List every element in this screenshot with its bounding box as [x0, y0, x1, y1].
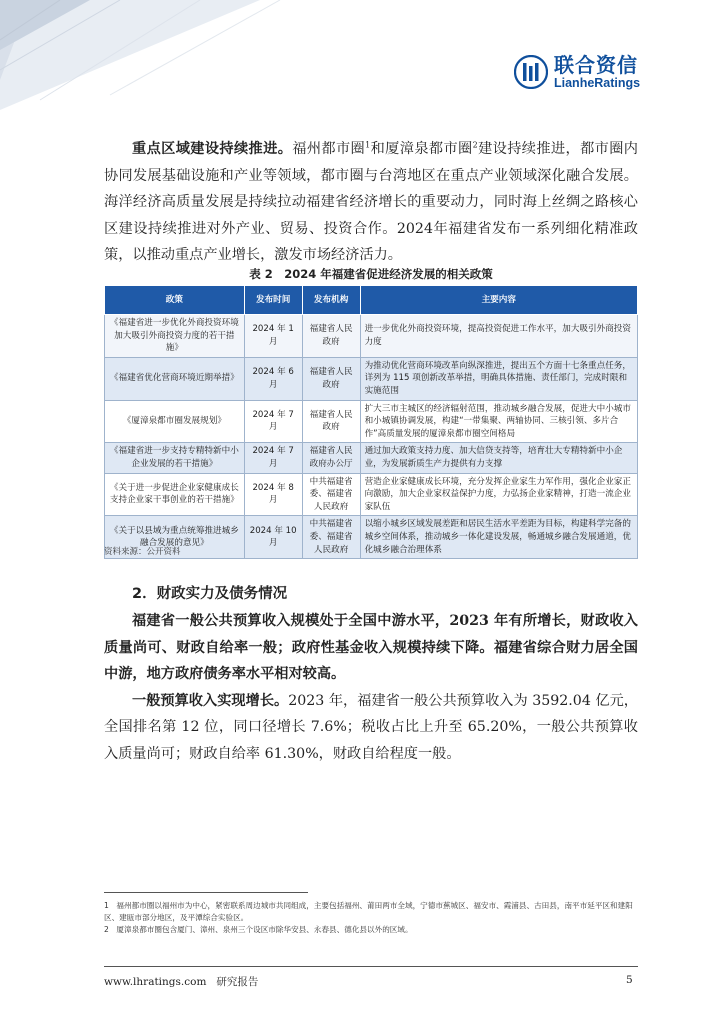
section-regional-development [104, 136, 638, 269]
content-cell: 为推动优化营商环境改革向纵深推进，提出五个方面十七条重点任务，详列为 115 项创新改革举措，明确具体措施、责任部门，完成时限和实施范围 [360, 357, 637, 400]
paragraph-lead: 一般预算收入实现增长。 [132, 692, 289, 709]
paragraph-text: 和厦漳泉都市圈 [370, 141, 473, 157]
footnote-ref-1[interactable]: 1 [365, 140, 371, 150]
section-heading: 2．财政实力及债务情况 [132, 586, 288, 602]
org-cell: 中共福建省委、福建省人民政府 [302, 516, 360, 559]
brand-logo [514, 54, 640, 90]
footnote-1: 1 福州都市圈以福州市为中心，紧密联系周边城市共同组成，主要包括福州、莆田两市全域，宁德市蕉城区、福安市、霞浦县、古田县，南平市延平区和建阳区、建瓯市部分地区，及平潭综合实验区。 [104, 901, 633, 922]
footer-doc-type: 研究报告 [216, 976, 259, 988]
table-title: 表 2 2024 年福建省促进经济发展的相关政策 [249, 267, 493, 281]
org-cell: 福建省人民政府办公厅 [302, 443, 360, 473]
footnote-2: 2 厦漳泉都市圈包含厦门、漳州、泉州三个设区市除华安县、永春县、德化县以外的区域。 [104, 925, 413, 934]
table-row [105, 400, 638, 443]
date-cell: 2024 年 10 月 [244, 516, 302, 559]
table-header-cell: 政策 [105, 286, 245, 315]
paragraph-text: 建设持续推进，都市圈内协同发展基础设施和产业等领域，都市圈与台湾地区在重点产业领域深化融合发展。海洋经济高质量发展是持续拉动福建省经济增长的重要动力，同时海上丝绸之路核心区建设持续推进对外产业、贸易、投资合作。2024年福建省发布一系列细化精准政策，以推动重点产业增长，激发市场经济活力。 [104, 141, 638, 263]
footnotes [104, 900, 638, 936]
paragraph-summary [104, 608, 638, 688]
brand-name-en: LianheRatings [554, 76, 641, 90]
brand-name-cn: 联合资信 [554, 53, 638, 77]
table-source: 资料来源：公开资料 [104, 547, 181, 557]
table-row [105, 357, 638, 400]
table-header-cell: 发布机构 [302, 286, 360, 315]
section-fiscal [104, 608, 638, 767]
table-row [105, 516, 638, 559]
corner-decoration [0, 0, 320, 110]
paragraph-text: 福州都市圈 [292, 141, 366, 157]
lianhe-logo-icon [514, 55, 548, 89]
date-cell: 2024 年 1 月 [244, 315, 302, 358]
summary-text: 福建省一般公共预算收入规模处于全国中游水平，2023 年有所增长，财政收入质量尚可、财政自给率一般；政府性基金收入规模持续下降。福建省综合财力居全国中游，地方政府债务率水平相对较高。 [104, 613, 638, 682]
footnote-ref-2[interactable]: 2 [472, 140, 478, 150]
footer-site-link[interactable]: www.lhratings.com [104, 976, 207, 988]
org-cell: 福建省人民政府 [302, 357, 360, 400]
table-header-cell: 发布时间 [244, 286, 302, 315]
content-cell: 营造企业家健康成长环境，充分发挥企业家生力军作用，强化企业家正向激励，加大企业家权益保护力度，力弘扬企业家精神，打造一流企业家队伍 [360, 473, 637, 516]
footer-left [104, 974, 258, 989]
date-cell: 2024 年 7 月 [244, 443, 302, 473]
page-number: 5 [626, 974, 633, 986]
paragraph-budget [104, 688, 638, 768]
org-cell: 福建省人民政府 [302, 400, 360, 443]
table-row [105, 443, 638, 473]
policy-cell: 《厦漳泉都市圈发展规划》 [105, 400, 245, 443]
paragraph-regional [104, 136, 638, 269]
paragraph-lead: 重点区域建设持续推进。 [132, 141, 293, 157]
content-cell: 通过加大政策支持力度、加大信贷支持等，培育壮大专精特新中小企业，为发展新质生产力提供有力支撑 [360, 443, 637, 473]
footer-divider [104, 966, 638, 967]
date-cell: 2024 年 6 月 [244, 357, 302, 400]
content-cell: 扩大三市主城区的经济辐射范围，推动城乡融合发展，促进大中小城市和小城镇协调发展，构建“一带集聚、两轴协同、三核引领、多片合作”高质量发展的厦漳泉都市圈空间格局 [360, 400, 637, 443]
policy-table [104, 285, 638, 559]
org-cell: 福建省人民政府 [302, 315, 360, 358]
policy-cell: 《福建省进一步支持专精特新中小企业发展的若干措施》 [105, 443, 245, 473]
date-cell: 2024 年 8 月 [244, 473, 302, 516]
content-cell: 以缩小城乡区域发展差距和居民生活水平差距为目标，构建科学完备的城乡空间体系，推动城乡一体化建设发展，畅通城乡融合发展通道，优化城乡融合治理体系 [360, 516, 637, 559]
policy-cell: 《福建省进一步优化外商投资环境 加大吸引外商投资力度的若干措施》 [105, 315, 245, 358]
date-cell: 2024 年 7 月 [244, 400, 302, 443]
paragraph-text: 2023 年，福建省一般公共预算收入为 3592.04 亿元，全国排名第 12 位，同口径增长 7.6%；税收占比上升至 65.20%，一般公共预算收入质量尚可；财政自给率 61.30%，财政自给程度一般。 [104, 692, 638, 762]
table-row [105, 315, 638, 358]
table-header-cell: 主要内容 [360, 286, 637, 315]
table-header-row [105, 286, 638, 315]
content-cell: 进一步优化外商投资环境，提高投资促进工作水平，加大吸引外商投资力度 [360, 315, 637, 358]
policy-cell: 《关于以县域为重点统筹推进城乡融合发展的意见》 [105, 516, 245, 559]
policy-cell: 《福建省优化营商环境近期举措》 [105, 357, 245, 400]
table-row [105, 473, 638, 516]
footnote-divider [104, 892, 308, 893]
org-cell: 中共福建省委、福建省人民政府 [302, 473, 360, 516]
policy-cell: 《关于进一步促进企业家健康成长支持企业家干事创业的若干措施》 [105, 473, 245, 516]
